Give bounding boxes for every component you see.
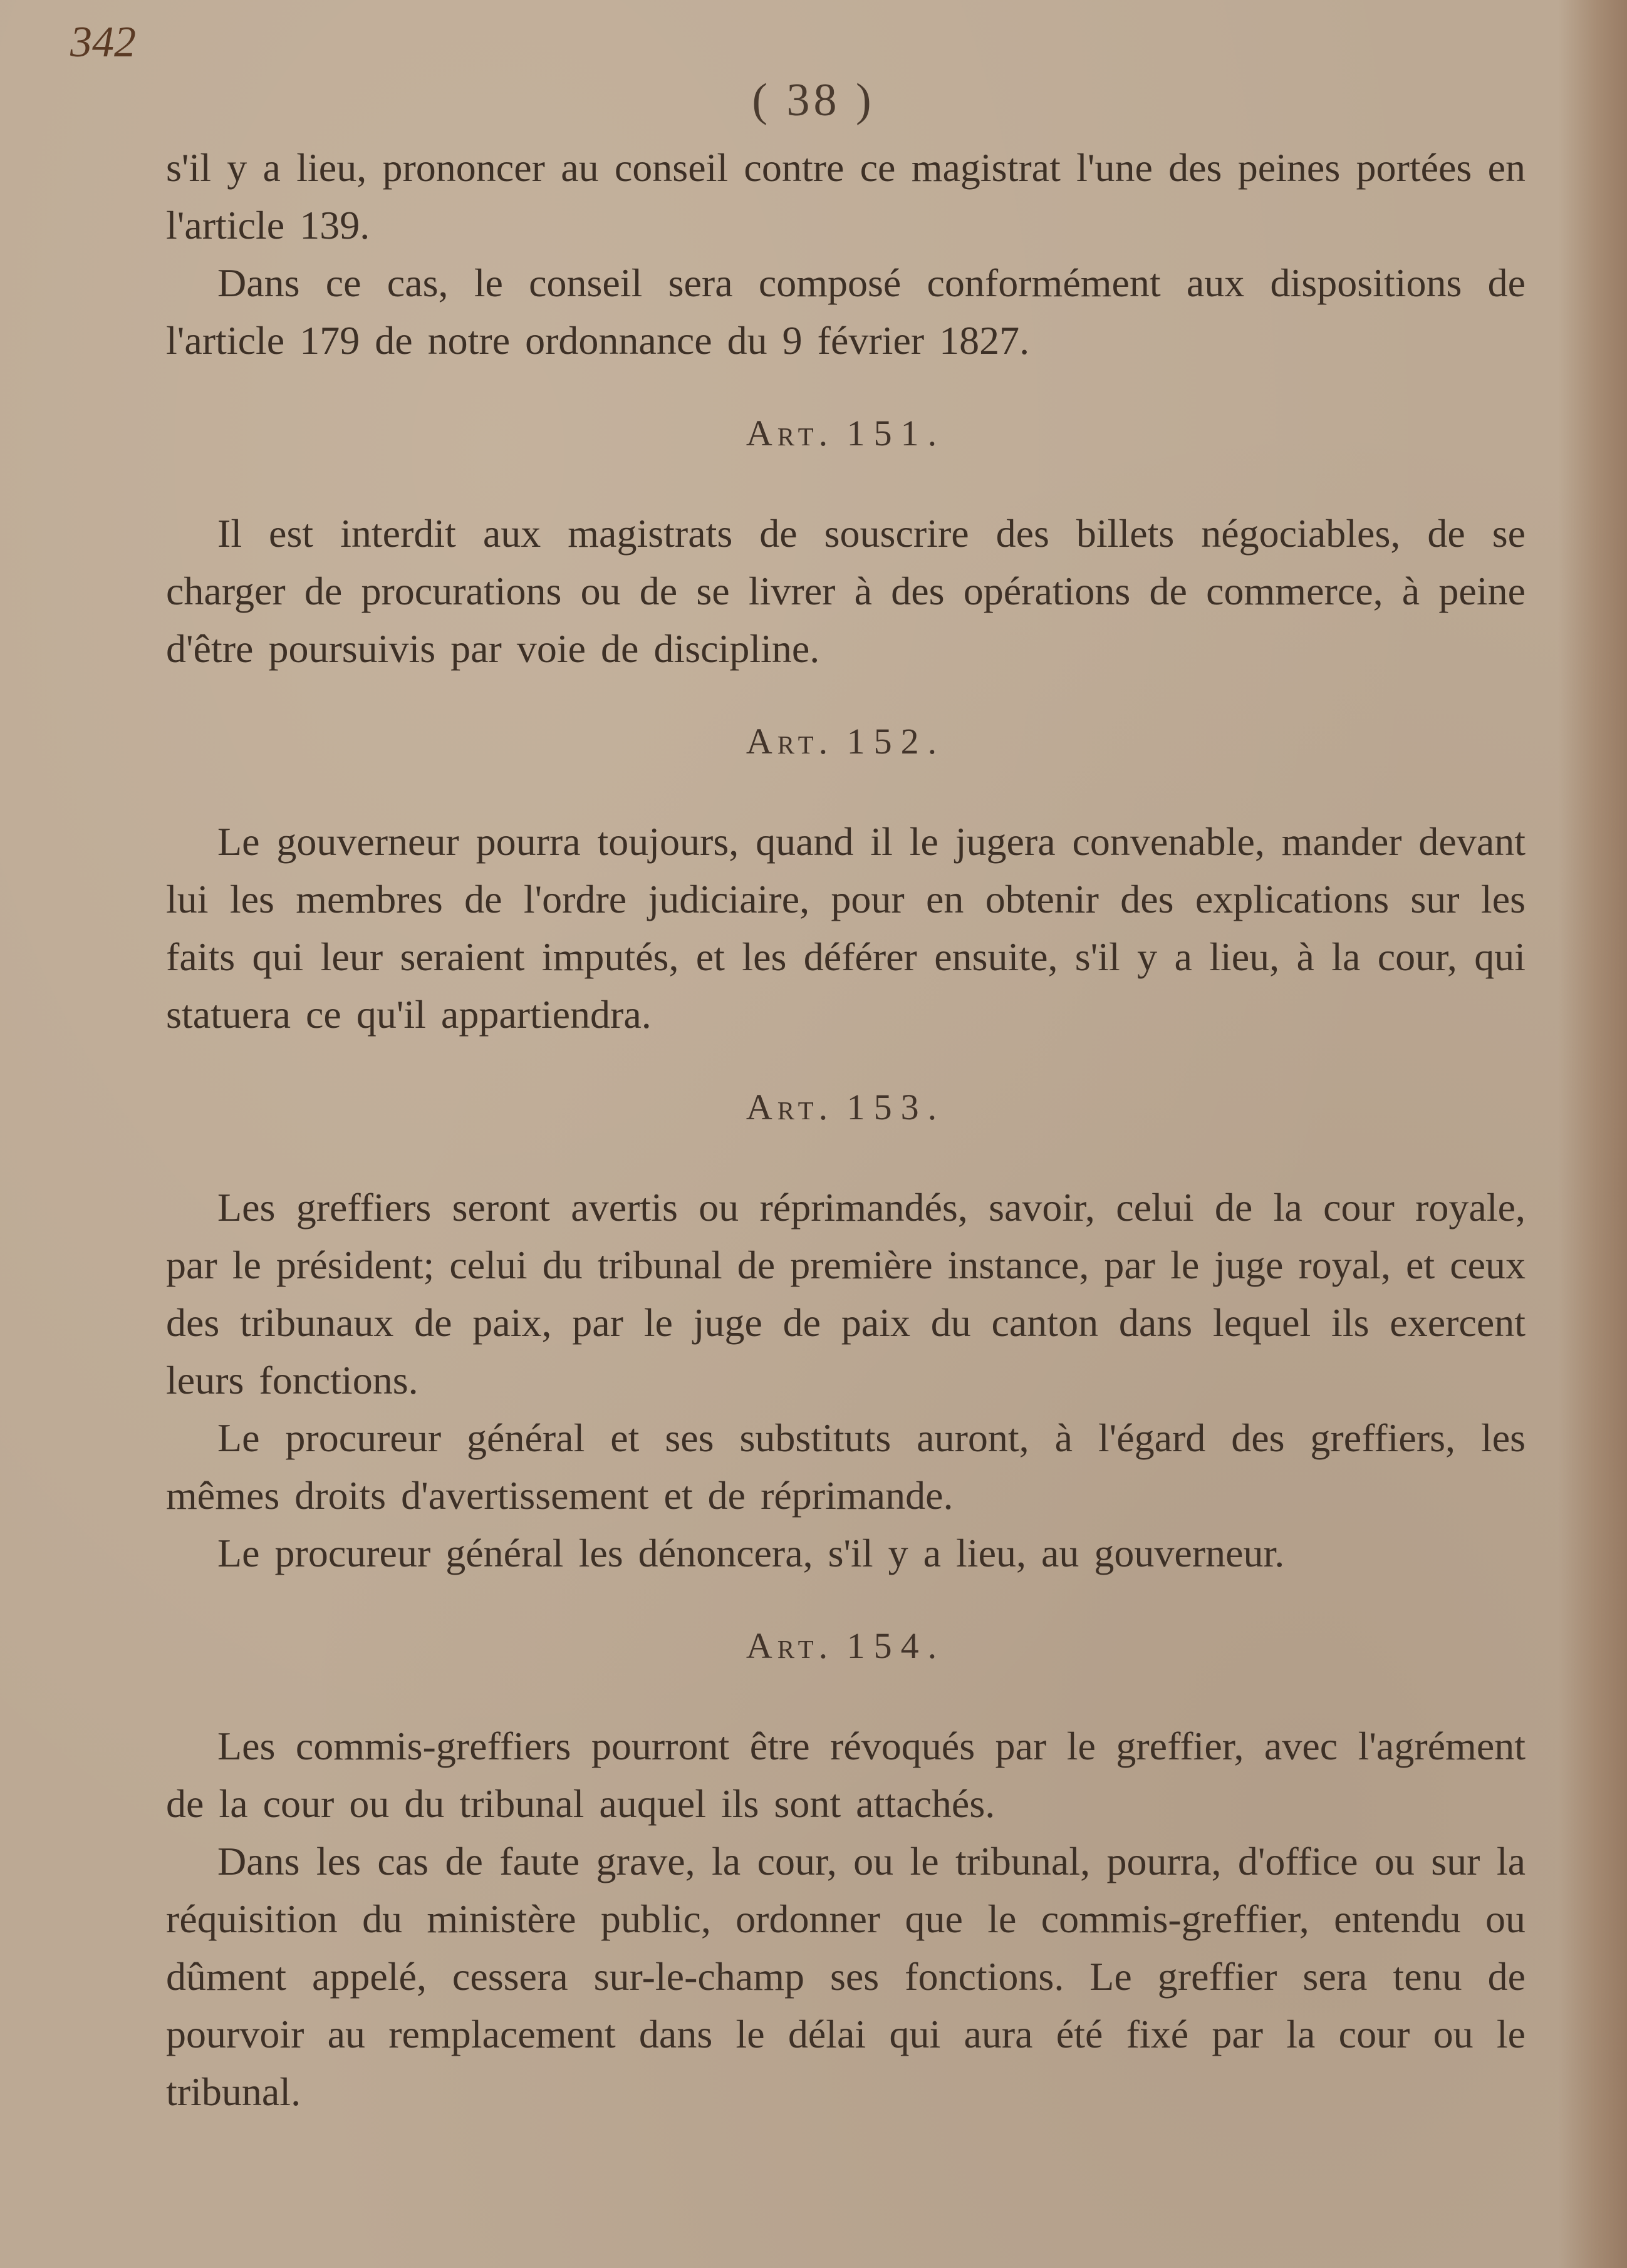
article-heading [166, 1079, 1526, 1136]
article-heading [166, 713, 1526, 770]
article-paragraph: Le procureur général et ses substituts auront, à l'égard des greffiers, les mêmes droits d'avertissement et de réprimande. [166, 1416, 1526, 1518]
article-paragraph: Les greffiers seront avertis ou réprimandés, savoir, celui de la cour royale, par le président; celui du tribunal de première instance, par le juge royal, et ceux des tribunaux de paix, par le juge de paix du canton dans lequel ils exercent leurs fonctions. [166, 1185, 1526, 1402]
article-label: Art. [746, 1087, 833, 1127]
continuation-paragraph: s'il y a lieu, prononcer au conseil contre ce magistrat l'une des peines portées en l'article 139. [166, 145, 1526, 247]
handwritten-folio-mark: 342 [70, 18, 136, 66]
text-body [166, 139, 1526, 2121]
article-number: 154. [846, 1625, 946, 1666]
article-label: Art. [746, 721, 833, 762]
article-heading [166, 405, 1526, 462]
article-paragraph: Les commis-greffiers pourront être révoqués par le greffier, avec l'agrément de la cour ou du tribunal auquel ils sont attachés. [166, 1724, 1526, 1826]
article-paragraph: Il est interdit aux magistrats de souscrire des billets négociables, de se charger de procurations ou de se livrer à des opérations de commerce, à peine d'être poursuivis par voie de discipline. [166, 511, 1526, 671]
continuation-paragraph: Dans ce cas, le conseil sera composé conformément aux dispositions de l'article 179 de notre ordonnance du 9 février 1827. [166, 261, 1526, 363]
page-edge-shadow [1558, 0, 1627, 2268]
page-number: ( 38 ) [752, 75, 875, 126]
article-paragraph: Le gouverneur pourra toujours, quand il le jugera convenable, mander devant lui les membres de l'ordre judiciaire, pour en obtenir des explications sur les faits qui leur seraient imputés, et les déférer ensuite, s'il y a lieu, à la cour, qui statuera ce qu'il appartiendra. [166, 819, 1526, 1037]
article-heading [166, 1617, 1526, 1675]
article-paragraph: Dans les cas de faute grave, la cour, ou le tribunal, pourra, d'office ou sur la réquisition du ministère public, ordonner que le commis-greffier, entendu ou dûment appelé, cessera sur-le-champ ses fonctions. Le greffier sera tenu de pourvoir au remplacement dans le délai qui aura été fixé par la cour ou le tribunal. [166, 1839, 1526, 2114]
article-number: 151. [846, 413, 946, 453]
article-paragraph: Le procureur général les dénoncera, s'il y a lieu, au gouverneur. [217, 1531, 1285, 1575]
article-label: Art. [746, 413, 833, 453]
article-number: 152. [846, 721, 946, 762]
article-number: 153. [846, 1087, 946, 1127]
article-label: Art. [746, 1625, 833, 1666]
